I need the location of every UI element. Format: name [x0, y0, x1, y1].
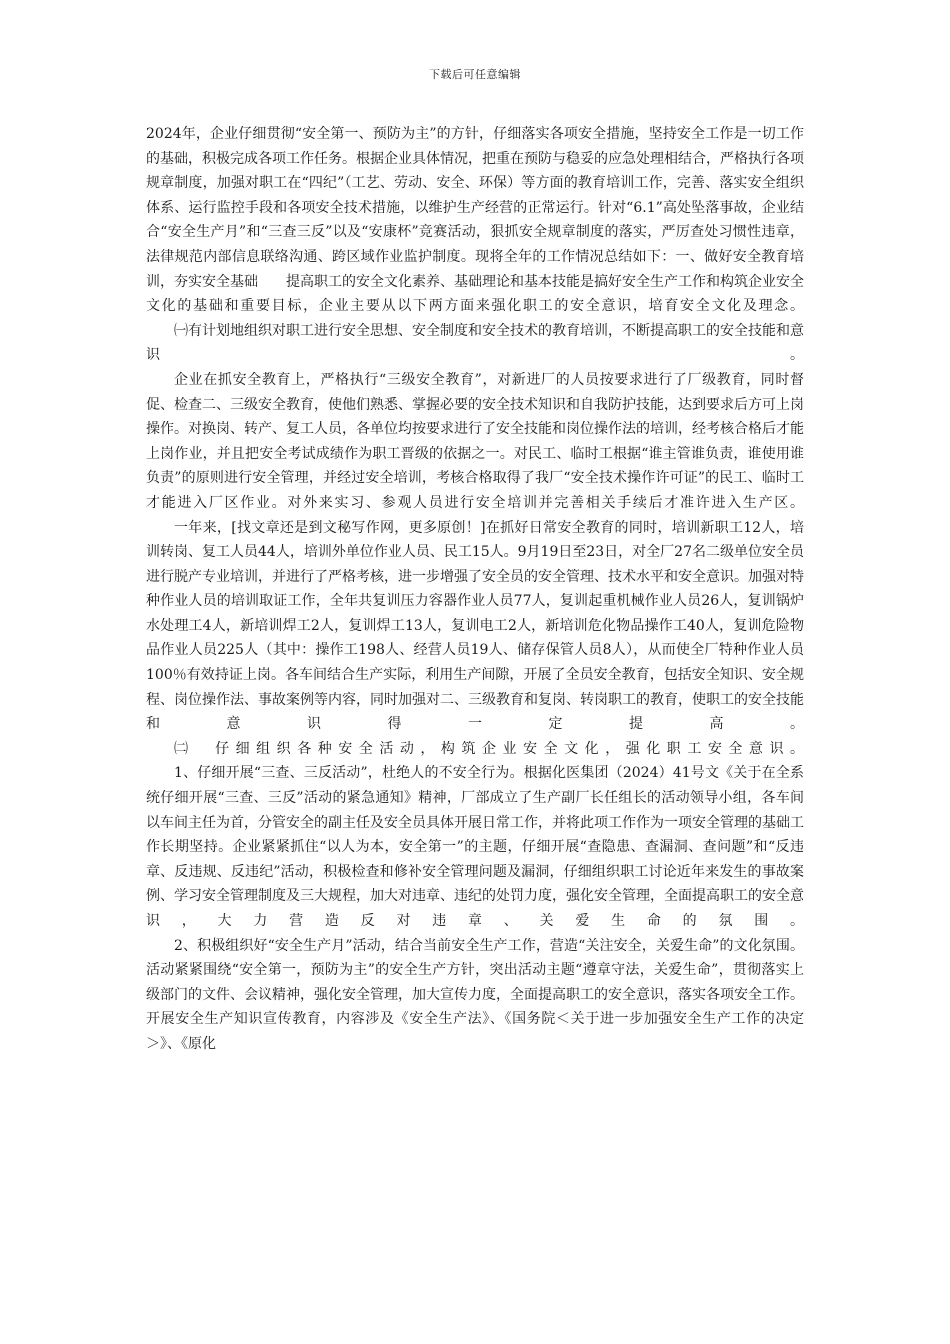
- education-paragraph: 企业在抓安全教育上，严格执行“三级安全教育”，对新进厂的人员按要求进行了厂级教育，同时督促、检查二、三级安全教育，使他们熟悉、掌握必要的安全技术知识和自我防护技能，达到要求后方可上岗操作。对换岗、转产、复工人员，各单位均按要求进行了安全技能和岗位操作法的培训，经考核合格后才能上岗作业，并且把安全考试成绩作为职工晋级的依据之一。对民工、临时工根据“谁主管谁负责，谁使用谁负责”的原则进行安全管理，并经过安全培训，考核合格取得了我厂“安全技术操作许可证”的民工、临时工才能进入厂区作业。对外来实习、参观人员进行安全培训并完善相关手续后才准许进入生产区。: [146, 371, 804, 511]
- document-body: [146, 122, 804, 1057]
- item-1-paragraph: 1、仔细开展“三查、三反活动”，杜绝人的不安全行为。根据化医集团（2024）41号文《关于在全系统仔细开展“三查、三反”活动的紧急通知》精神，厂部成立了生产副厂长任组长的活动领导小组，各车间以车间主任为首，分管安全的副主任及安全员具体开展日常工作，并将此项工作作为一项安全管理的基础工作长期坚持。企业紧紧抓住“以人为本，安全第一”的主题，仔细开展“查隐患、查漏洞、查问题”和“反违章、反违规、反违纪”活动，积极检查和修补安全管理问题及漏洞，仔细组织职工讨论近年来发生的事故案例、学习安全管理制度及三大规程，加大对违章、违纪的处罚力度，强化安全管理，全面提高职工的安全意识，大力营造反对违章、关爱生命的氛围。: [146, 765, 804, 929]
- year-summary-paragraph: 一年来，[找文章还是到文秘写作网，更多原创！]在抓好日常安全教育的同时，培训新职工12人，培训转岗、复工人员44人，培训外单位作业人员、民工15人。9月19日至23日，对全厂27名二级单位安全员进行脱产专业培训，并进行了严格考核，进一步增强了安全员的安全管理、技术水平和安全意识。加强对特种作业人员的培训取证工作，全年共复训压力容器作业人员77人，复训起重机械作业人员26人，复训锅炉水处理工4人，新培训焊工2人，复训焊工13人，复训电工2人，新培训危化物品操作工40人，复训危险物品作业人员225人（其中：操作工198人、经营人员19人、储存保管人员8人），从而使全厂特种作业人员100％有效持证上岗。各车间结合生产实际，利用生产间隙，开展了全员安全教育，包括安全知识、安全规程、岗位操作法、事故案例等内容，同时加强对二、三级教育和复岗、转岗职工的教育，使职工的安全技能和意识得一定提高。: [146, 519, 804, 733]
- item-2-paragraph: 2、积极组织好“安全生产月”活动，结合当前安全生产工作，营造“关注安全，关爱生命”的文化氛围。活动紧紧围绕“安全第一，预防为主”的安全生产方针，突出活动主题“遵章守法，关爱生命”，贯彻落实上级部门的文件、会议精神，强化安全管理，加大宣传力度，全面提高职工的安全意识，落实各项安全工作。开展安全生产知识宣传教育，内容涉及《安全生产法》、《国务院＜关于进一步加强安全生产工作的决定＞》、《原化: [146, 937, 804, 1052]
- intro-paragraph: 2024年，企业仔细贯彻“安全第一、预防为主”的方针，仔细落实各项安全措施，坚持安全工作是一切工作的基础，积极完成各项工作任务。根据企业具体情况，把重在预防与稳妥的应急处理相结合，严格执行各项规章制度，加强对职工在“四纪”（工艺、劳动、安全、环保）等方面的教育培训工作，完善、落实安全组织体系、运行监控手段和各项安全技术措施，以维护生产经营的正常运行。针对“6.1”高处坠落事故，企业结合“安全生产月”和“三查三反”以及“安康杯”竞赛活动，狠抓安全规章制度的落实，严厉查处习惯性违章，法律规范内部信息联络沟通、跨区域作业监护制度。现将全年的工作情况总结如下：一、做好安全教育培训，夯实安全基础 提高职工的安全文化素养、基础理论和基本技能是搞好安全生产工作和构筑企业安全文化的基础和重要目标，企业主要从以下两方面来强化职工的安全意识，培育安全文化及理念。: [146, 126, 804, 315]
- page-header: 下载后可任意编辑: [429, 68, 521, 81]
- section-heading-1: ㈠有计划地组织对职工进行安全思想、安全制度和安全技术的教育培训，不断提高职工的安全技能和意识。: [146, 322, 804, 364]
- section-heading-2: ㈡ 仔细组织各种安全活动，构筑企业安全文化，强化职工安全意识。: [174, 740, 804, 757]
